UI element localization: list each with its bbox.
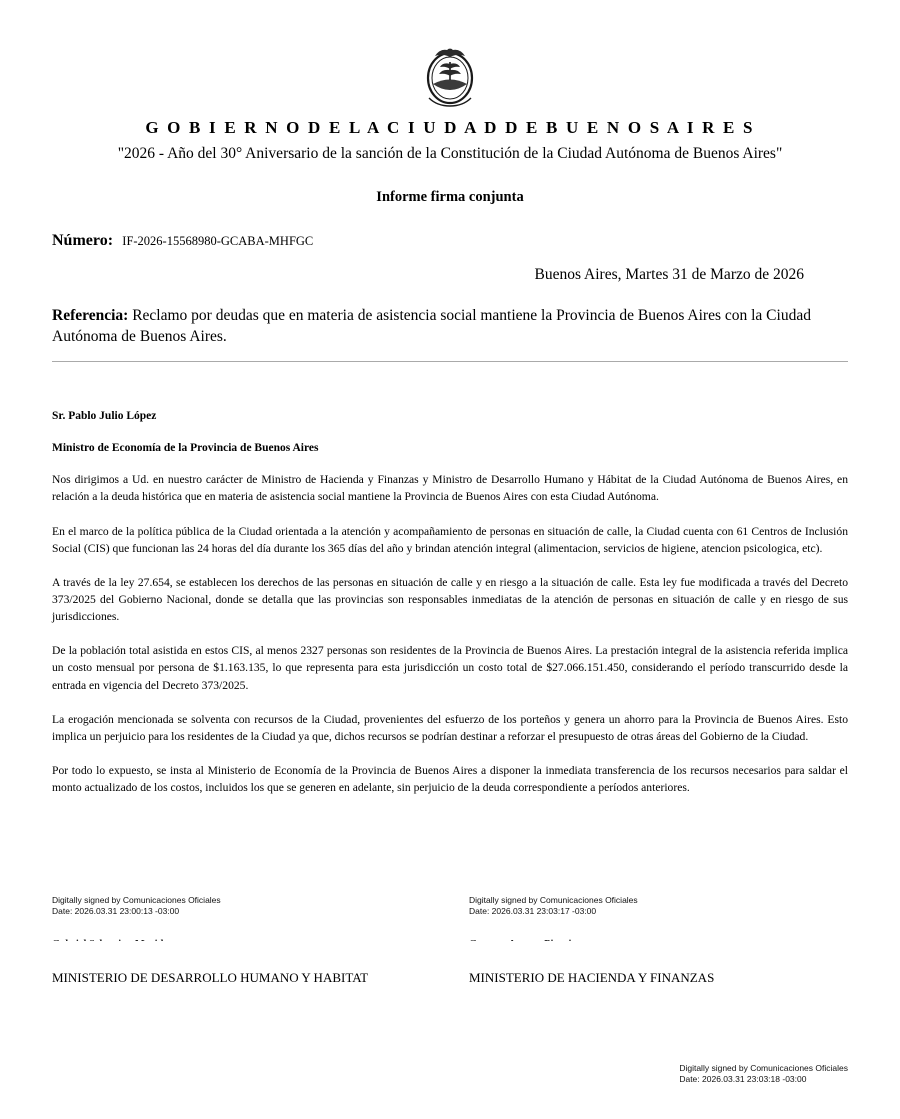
document-number-label: Número: — [52, 232, 114, 249]
reference-row — [52, 306, 848, 347]
year-motto: "2026 - Año del 30° Aniversario de la sanción de la Constitución de la Ciudad Autónoma de Buenos Aires" — [117, 145, 783, 162]
body-paragraph: De la población total asistida en estos CIS, al menos 2327 personas son residentes de la Provincia de Buenos Aires. La prestación integral de la asistencia referida implica un costo mensual por persona de $1.163.135, lo que representa para esta jurisdicción un costo total de $27.066.151.450, considerando el período transcurrido desde la entrada en vigencia del Decreto 373/2025. — [52, 644, 848, 692]
digital-signature-stamp — [469, 895, 848, 917]
footer-stamp-line-1: Digitally signed by Comunicaciones Oficiales — [679, 1062, 848, 1073]
signature-area — [52, 895, 848, 986]
document-number-value: IF-2026-15568980-GCABA-MHFGC — [122, 234, 314, 248]
addressee-name: Sr. Pablo Julio López — [52, 410, 157, 423]
reference-label: Referencia: — [52, 307, 129, 324]
body-paragraph: La erogación mencionada se solventa con recursos de la Ciudad, provenientes del esfuerzo de los porteños y genera un ahorro para la Provincia de Buenos Aires. Esto implica un perjuicio para los residentes de la Ciudad ya que, dichos recursos se podrían destinar a reforzar el presupuesto de otras áreas del Gobierno de la Ciudad. — [52, 712, 848, 743]
body-paragraph: Por todo lo expuesto, se insta al Ministerio de Economía de la Provincia de Buenos Aires a disponer la inmediata transferencia de los recursos necesarios para saldar el monto actualizado de los costos, incluidos los que se generen en adelante, sin perjuicio de la deuda correspondiente a períodos anteriores. — [52, 764, 848, 795]
signature-block — [431, 895, 848, 986]
body-paragraph: En el marco de la política pública de la Ciudad orientada a la atención y acompañamiento de personas en situación de calle, la Ciudad cuenta con 61 Centros de Inclusión Social (CIS) que funcionan las 24 horas del día durante los 365 días del año y brindan atención integral (alimentacion, servicios de higiene, atencion psicologica, etc). — [52, 524, 848, 555]
body-paragraph: A través de la ley 27.654, se establecen los derechos de las personas en situación de calle y en riesgo a la situación de calle. Esta ley fue modificada a través del Decreto 373/2025 del Gobierno Nacional, donde se detalla que las provincias son responsables inmediatas de la atención de personas en situación de calle y en riesgo de sus jurisdicciones. — [52, 575, 848, 624]
reference-value: Reclamo por deudas que en materia de asistencia social mantiene la Provincia de Buenos Aires con la Ciudad Autónoma de Buenos Aires. — [52, 307, 811, 345]
addressee-title: Ministro de Economía de la Provincia de Buenos Aires — [52, 442, 319, 455]
crest-container — [52, 0, 848, 108]
government-title: G O B I E R N O D E L A C I U D A D D E B U E N O S A I R E S — [145, 118, 755, 137]
signature-stamp-line-2: Date: 2026.03.31 23:00:13 -03:00 — [52, 906, 180, 917]
header-divider — [52, 361, 848, 362]
footer-digital-signature-stamp — [679, 1063, 848, 1085]
signature-stamp-line-1: Digitally signed by Comunicaciones Oficiales — [52, 895, 221, 905]
signature-stamp-line-1: Digitally signed by Comunicaciones Oficiales — [469, 895, 638, 905]
buenos-aires-coat-of-arms-icon — [419, 40, 481, 108]
body-paragraph: Nos dirigimos a Ud. en nuestro carácter de Ministro de Hacienda y Finanzas y Ministro de Desarrollo Humano y Hábitat de la Ciudad Autónoma de Buenos Aires, en relación a la deuda histórica que en materia de asistencia social mantiene la Provincia de Buenos Aires con esta Ciudad Autónoma. — [52, 473, 848, 504]
footer-stamp-line-2: Date: 2026.03.31 23:03:18 -03:00 — [679, 1073, 807, 1084]
signature-mask — [425, 941, 854, 961]
signature-stamp-line-2: Date: 2026.03.31 23:03:17 -03:00 — [469, 906, 597, 917]
digital-signature-stamp — [52, 895, 431, 917]
signatory-organization: MINISTERIO DE HACIENDA Y FINANZAS — [469, 970, 715, 986]
signature-mask — [46, 941, 437, 961]
document-number-row — [52, 232, 848, 250]
place-and-date: Buenos Aires, Martes 31 de Marzo de 2026 — [534, 266, 804, 283]
document-type: Informe firma conjunta — [376, 189, 524, 205]
signatory-organization: MINISTERIO DE DESARROLLO HUMANO Y HABITAT — [52, 970, 369, 986]
signature-block — [52, 895, 431, 986]
